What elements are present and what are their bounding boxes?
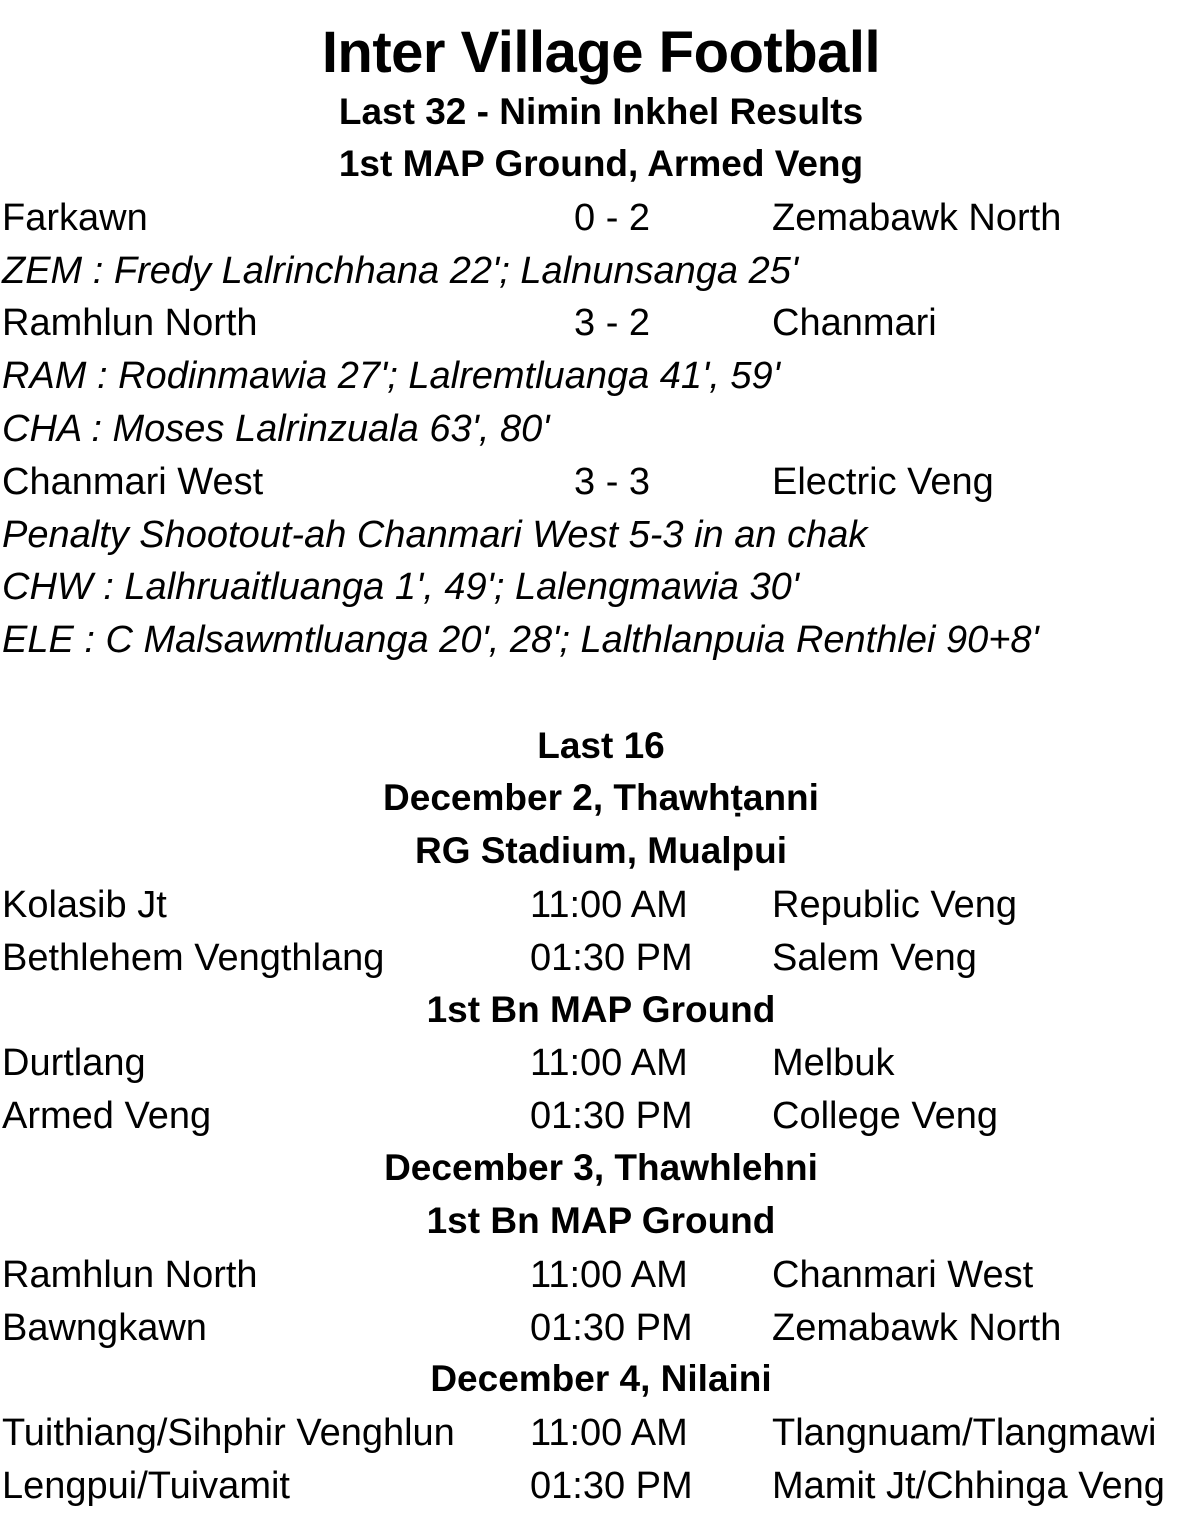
fixture-row	[0, 1037, 1202, 1089]
kickoff-time: 01:30 PM	[530, 1095, 693, 1137]
away-team: Salem Veng	[772, 937, 977, 979]
kickoff-time: 01:30 PM	[530, 1307, 693, 1349]
away-team: Tlangnuam/Tlangmawi	[772, 1412, 1157, 1454]
scorers-note: ZEM : Fredy Lalrinchhana 22'; Lalnunsanga 25'	[2, 250, 799, 292]
match-score: 3 - 2	[574, 302, 651, 344]
last32-heading: Last 32 - Nimin Inkhel Results	[338, 91, 864, 132]
home-team: Ramhlun North	[2, 302, 258, 344]
home-team: Kolasib Jt	[2, 884, 167, 926]
fixture-row	[0, 1460, 1202, 1512]
kickoff-time: 11:00 AM	[530, 1254, 688, 1296]
result-row	[0, 456, 1202, 508]
result-row	[0, 297, 1202, 349]
away-team: Chanmari West	[772, 1254, 1034, 1296]
home-team: Armed Veng	[2, 1095, 212, 1137]
match-score: 3 - 3	[574, 461, 651, 503]
home-team: Tuithiang/Sihphir Venghlun	[2, 1412, 455, 1454]
venue-heading: RG Stadium, Mualpui	[414, 830, 788, 871]
scorers-note: CHW : Lalhruaitluanga 1', 49'; Lalengmawia 30'	[2, 566, 799, 608]
away-team: Zemabawk North	[772, 197, 1062, 239]
home-team: Bethlehem Vengthlang	[2, 937, 385, 979]
home-team: Durtlang	[2, 1042, 146, 1084]
away-team: Electric Veng	[772, 461, 994, 503]
kickoff-time: 11:00 AM	[530, 1412, 688, 1454]
last16-heading: Last 16	[537, 725, 665, 766]
date-heading: December 2, Thawhṭanni	[383, 777, 819, 818]
fixture-row	[0, 1090, 1202, 1142]
fixture-row	[0, 1302, 1202, 1354]
kickoff-time: 01:30 PM	[530, 1465, 693, 1507]
fixture-row	[0, 1249, 1202, 1301]
page-title: Inter Village Football	[321, 20, 881, 85]
last32-venue: 1st MAP Ground, Armed Veng	[338, 143, 864, 184]
fixture-row	[0, 932, 1202, 984]
venue-heading: 1st Bn MAP Ground	[426, 1200, 776, 1241]
scorers-note: ELE : C Malsawmtluanga 20', 28'; Lalthlanpuia Renthlei 90+8'	[2, 619, 1039, 661]
date-heading: December 3, Thawhlehni	[384, 1147, 818, 1188]
home-team: Ramhlun North	[2, 1254, 258, 1296]
scorers-note: CHA : Moses Lalrinzuala 63', 80'	[2, 408, 550, 450]
home-team: Lengpui/Tuivamit	[2, 1465, 290, 1507]
away-team: Mamit Jt/Chhinga Veng	[772, 1465, 1165, 1507]
away-team: College Veng	[772, 1095, 999, 1137]
scorers-note: RAM : Rodinmawia 27'; Lalremtluanga 41', 59'	[2, 355, 780, 397]
result-row	[0, 192, 1202, 244]
fixture-row	[0, 879, 1202, 931]
fixture-row	[0, 1407, 1202, 1459]
home-team: Chanmari West	[2, 461, 264, 503]
kickoff-time: 11:00 AM	[530, 1042, 688, 1084]
date-heading: December 4, Nilaini	[430, 1358, 772, 1399]
away-team: Melbuk	[772, 1042, 895, 1084]
kickoff-time: 11:00 AM	[530, 884, 688, 926]
venue-heading: 1st Bn MAP Ground	[426, 989, 776, 1030]
home-team: Farkawn	[2, 197, 148, 239]
penalty-note: Penalty Shootout-ah Chanmari West 5-3 in an chak	[2, 514, 868, 556]
away-team: Republic Veng	[772, 884, 1018, 926]
away-team: Zemabawk North	[772, 1307, 1062, 1349]
kickoff-time: 01:30 PM	[530, 937, 693, 979]
away-team: Chanmari	[772, 302, 937, 344]
match-score: 0 - 2	[574, 197, 651, 239]
home-team: Bawngkawn	[2, 1307, 207, 1349]
